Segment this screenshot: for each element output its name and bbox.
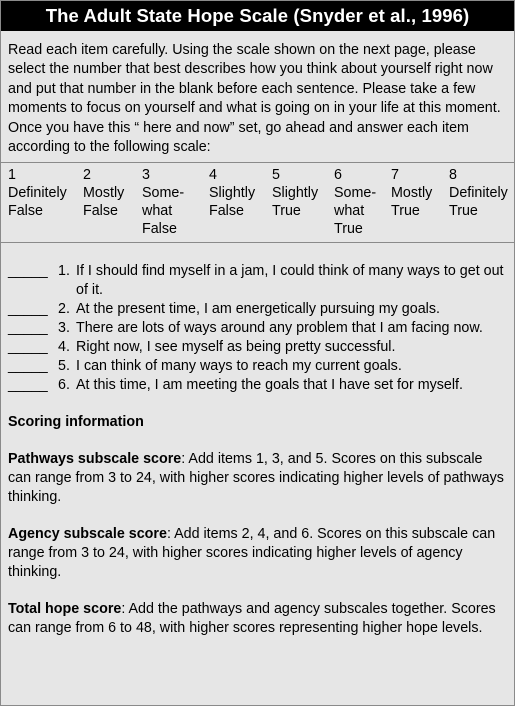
scale-number: 5 (272, 167, 280, 183)
scale-option-3 (142, 166, 184, 238)
scoring-heading: Scoring information (8, 414, 144, 430)
scale-label: Definitely True (449, 185, 508, 219)
answer-blank: _____ (8, 320, 48, 336)
item-text: At the present time, I am energetically pursuing my goals. (76, 301, 440, 317)
item-text: If I should find myself in a jam, I could think of many ways to get out of it. (76, 263, 504, 298)
answer-blank: _____ (8, 358, 48, 374)
answer-blank: _____ (8, 263, 48, 279)
scale-label: Slightly False (209, 185, 256, 219)
item-text: Right now, I see myself as being pretty successful. (76, 339, 396, 355)
pathways-label: Pathways subscale score (8, 451, 182, 467)
total-label: Total hope score (8, 601, 122, 617)
item-number: 6. (58, 377, 70, 393)
list-item (8, 319, 514, 338)
item-text: I can think of many ways to reach my current goals. (76, 358, 402, 374)
list-item (8, 262, 514, 300)
total-paragraph (8, 600, 507, 638)
agency-label: Agency subscale score (8, 526, 167, 542)
scale-option-4 (209, 166, 255, 220)
scale-number: 1 (8, 167, 16, 183)
list-item (8, 338, 514, 357)
scoring-section (1, 395, 514, 638)
pathways-paragraph (8, 450, 507, 507)
agency-paragraph (8, 525, 507, 582)
scale-number: 3 (142, 167, 150, 183)
item-text: At this time, I am meeting the goals that I have set for myself. (76, 377, 463, 393)
scale-label: Slightly True (272, 185, 319, 219)
pathways-text: : Add items 1, 3, and 5. Scores on this subscale can range from 3 to 24, with higher scores indicating higher levels of pathways thinking. (8, 451, 504, 505)
scale-option-5 (272, 166, 318, 220)
scale-option-1 (8, 166, 67, 220)
list-item (8, 300, 514, 319)
answer-blank: _____ (8, 339, 48, 355)
answer-blank: _____ (8, 301, 48, 317)
scale-label: Some- what True (334, 185, 377, 237)
item-list (1, 243, 514, 395)
scale-option-7 (391, 166, 432, 220)
item-number: 3. (58, 320, 70, 336)
scale-number: 7 (391, 167, 399, 183)
response-scale (1, 163, 514, 242)
total-text: : Add the pathways and agency subscales together. Scores can range from 6 to 48, with higher scores representing higher hope levels. (8, 601, 496, 636)
answer-blank: _____ (8, 377, 48, 393)
item-text: There are lots of ways around any problem that I am facing now. (76, 320, 483, 336)
scale-number: 6 (334, 167, 342, 183)
item-number: 2. (58, 301, 70, 317)
item-number: 4. (58, 339, 70, 355)
instructions-text: Read each item carefully. Using the scale shown on the next page, please select the number that best describes how you think about yourself right now and put that number in the blank before each sentence. Please take a few moments to focus on yourself and what is going on in your life at this moment. Once you have this “ here and now” set, go ahead and answer each item according to the following scale: (8, 42, 501, 156)
list-item (8, 357, 514, 376)
agency-text: : Add items 2, 4, and 6. Scores on this subscale can range from 3 to 24, with higher scores indicating higher levels of agency thinking. (8, 526, 496, 580)
scale-number: 4 (209, 167, 217, 183)
scale-number: 2 (83, 167, 91, 183)
scale-label: Mostly False (83, 185, 125, 219)
item-number: 1. (58, 263, 70, 279)
scale-label: Mostly True (391, 185, 433, 219)
scale-option-6 (334, 166, 376, 238)
scale-label: Definitely False (8, 185, 67, 219)
scale-option-8 (449, 166, 508, 220)
scale-label: Some- what False (142, 185, 185, 237)
item-number: 5. (58, 358, 70, 374)
scale-option-2 (83, 166, 124, 220)
scale-number: 8 (449, 167, 457, 183)
list-item (8, 376, 514, 395)
page-title: The Adult State Hope Scale (Snyder et al., 1996) (1, 1, 514, 31)
